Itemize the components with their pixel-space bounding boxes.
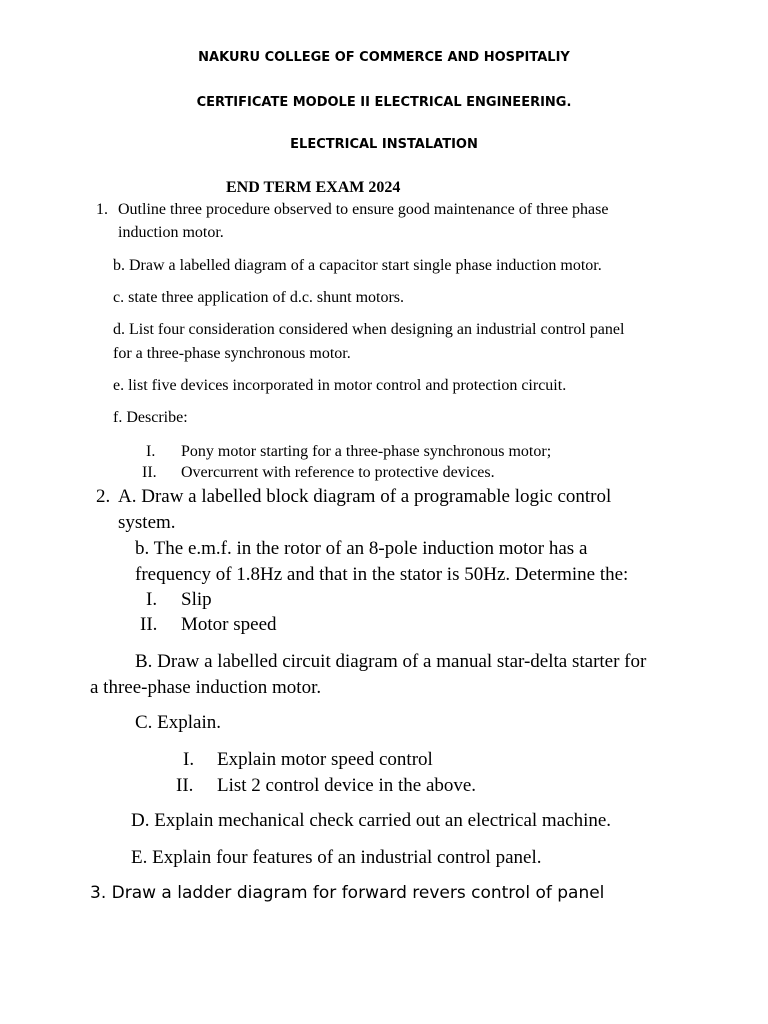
q2b-item-num: I. bbox=[146, 589, 158, 610]
q2E: E. Explain four features of an industrial control panel. bbox=[131, 847, 542, 868]
q2C-item-text: List 2 control device in the above. bbox=[217, 775, 477, 796]
q1c: c. state three application of d.c. shunt motors. bbox=[113, 289, 405, 306]
q1b: b. Draw a labelled diagram of a capacitor start single phase induction motor. bbox=[113, 257, 602, 274]
q1a-line1: Outline three procedure observed to ensure good maintenance of three phase bbox=[118, 201, 609, 218]
q2B-line1: B. Draw a labelled circuit diagram of a manual star-delta starter for bbox=[135, 651, 647, 672]
q1a-line2: induction motor. bbox=[118, 224, 224, 241]
q1d-line2: for a three-phase synchronous motor. bbox=[113, 345, 351, 362]
q2A-line1: A. Draw a labelled block diagram of a programable logic control bbox=[118, 486, 612, 507]
q2b-line1: b. The e.m.f. in the rotor of an 8-pole induction motor has a bbox=[135, 538, 588, 559]
exam-title: END TERM EXAM 2024 bbox=[226, 179, 401, 196]
q1d-line1: d. List four consideration considered when designing an industrial control panel bbox=[113, 321, 625, 338]
q1f-item-num: I. bbox=[146, 443, 156, 460]
q2D: D. Explain mechanical check carried out an electrical machine. bbox=[131, 810, 612, 831]
q2C-item-num: II. bbox=[176, 775, 194, 796]
q2C-item-num: I. bbox=[183, 749, 195, 770]
q1f-item-num: II. bbox=[142, 464, 157, 481]
q1e: e. list five devices incorporated in motor control and protection circuit. bbox=[113, 377, 567, 394]
course-title: CERTIFICATE MODOLE II ELECTRICAL ENGINEERING. bbox=[196, 95, 572, 110]
q1f-item-text: Pony motor starting for a three-phase synchronous motor; bbox=[181, 443, 552, 460]
q2C: C. Explain. bbox=[135, 712, 222, 733]
college-name: NAKURU COLLEGE OF COMMERCE AND HOSPITALIY bbox=[198, 50, 570, 65]
q1-number: 1. bbox=[96, 201, 108, 218]
q2b-item-text: Slip bbox=[181, 589, 212, 610]
q1f-item-text: Overcurrent with reference to protective devices. bbox=[181, 464, 495, 481]
subject-title: ELECTRICAL INSTALATION bbox=[290, 137, 478, 152]
q2C-item-text: Explain motor speed control bbox=[217, 749, 433, 770]
q2b-item-num: II. bbox=[140, 614, 158, 635]
q2B-line2: a three-phase induction motor. bbox=[90, 677, 322, 698]
q2b-line2: frequency of 1.8Hz and that in the stator is 50Hz. Determine the: bbox=[135, 564, 629, 585]
q2-number: 2. bbox=[96, 486, 111, 507]
q2A-line2: system. bbox=[118, 512, 176, 533]
q1f: f. Describe: bbox=[113, 409, 188, 426]
q2b-item-text: Motor speed bbox=[181, 614, 277, 635]
q3: 3. Draw a ladder diagram for forward revers control of panel bbox=[90, 883, 605, 903]
